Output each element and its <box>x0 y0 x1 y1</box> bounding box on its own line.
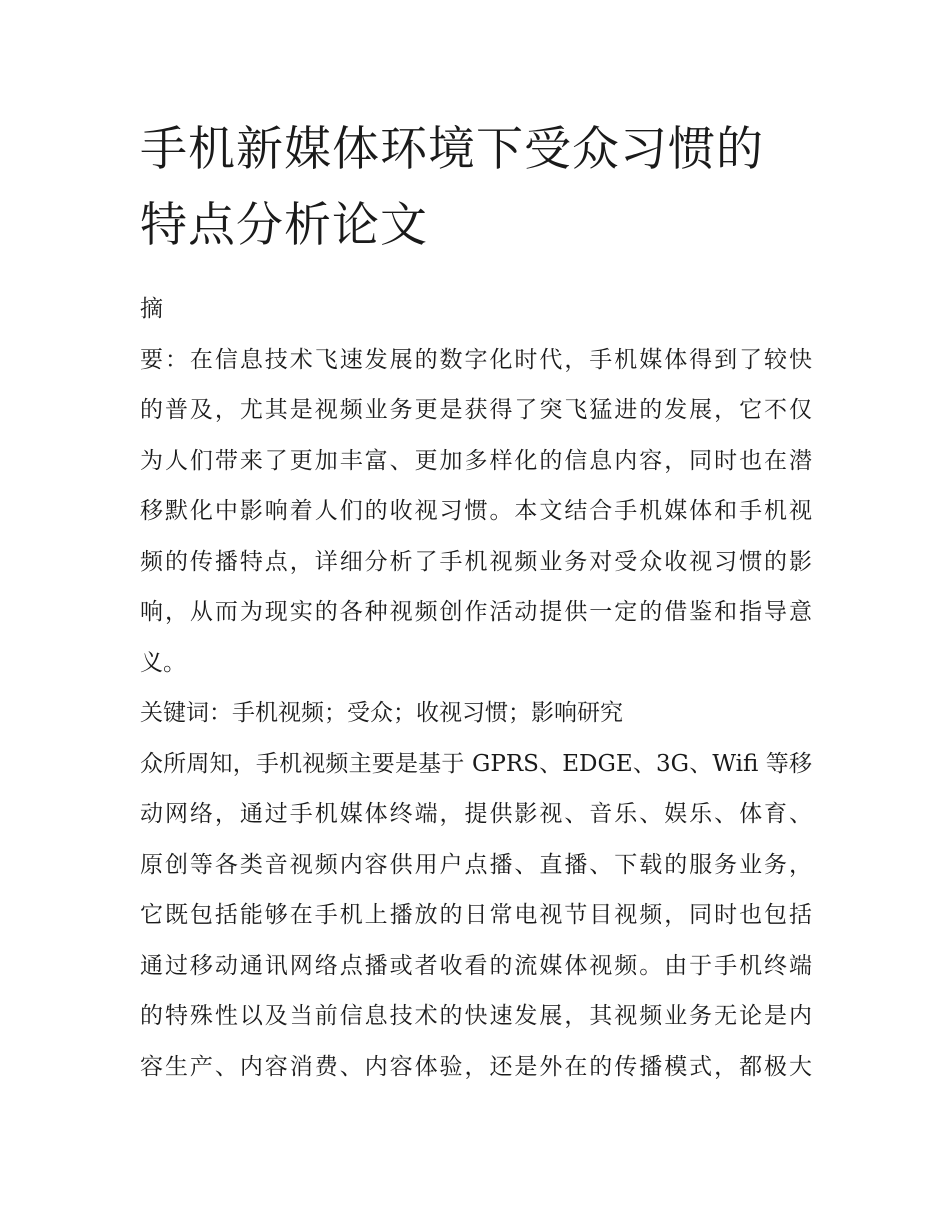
document-content <box>140 112 812 1092</box>
title-line: 手机新媒体环境下受众习惯的 <box>140 122 764 177</box>
abstract-line: 义。 <box>140 649 186 676</box>
title-line: 特点分析论文 <box>140 198 428 253</box>
abstract-label: 摘 <box>140 296 163 322</box>
document-title <box>140 112 812 264</box>
abstract-line: 的普及，尤其是视频业务更是获得了突飞猛进的发展，它不仅 <box>140 397 812 423</box>
keywords-line: 关键词：手机视频；受众；收视习惯；影响研究 <box>140 700 623 726</box>
abstract-paragraph <box>140 335 812 689</box>
abstract-line: 响，从而为现实的各种视频创作活动提供一定的借鉴和指导意 <box>140 599 812 625</box>
body-line: 原创等各类音视频内容供用户点播、直播、下载的服务业务， <box>140 851 812 878</box>
body-line: 众所周知，手机视频主要是基于 GPRS、EDGE、3G、Wifi 等移 <box>140 750 812 777</box>
abstract-line: 为人们带来了更加丰富、更加多样化的信息内容，同时也在潜 <box>140 447 812 474</box>
body-line: 容生产、内容消费、内容体验，还是外在的传播模式，都极大 <box>140 1053 812 1080</box>
body-paragraph <box>140 739 812 1093</box>
abstract-line: 频的传播特点，详细分析了手机视频业务对受众收视习惯的影 <box>140 548 812 575</box>
body-line: 动网络，通过手机媒体终端，提供影视、音乐、娱乐、体育、 <box>140 801 812 827</box>
abstract-line: 移默化中影响着人们的收视习惯。本文结合手机媒体和手机视 <box>140 498 812 524</box>
body-line: 的特殊性以及当前信息技术的快速发展，其视频业务无论是内 <box>140 1003 812 1029</box>
body-line: 通过移动通讯网络点播或者收看的流媒体视频。由于手机终端 <box>140 952 812 979</box>
abstract-line: 要：在信息技术飞速发展的数字化时代，手机媒体得到了较快 <box>140 346 812 373</box>
body-line: 它既包括能够在手机上播放的日常电视节目视频，同时也包括 <box>140 902 812 928</box>
